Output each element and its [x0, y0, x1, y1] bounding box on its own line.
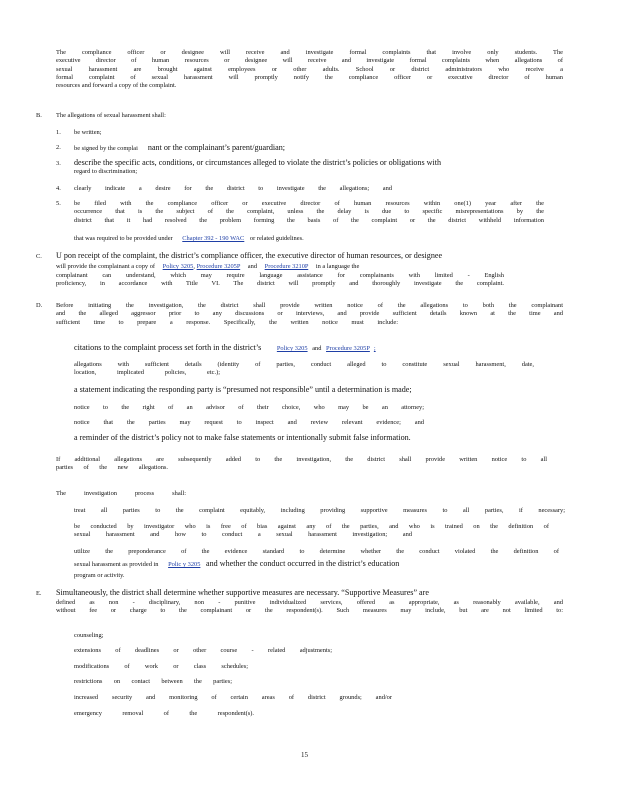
section-e-line: Simultaneously, the district shall determine whether supportive measures are necessary. “Supportive Measures” are	[56, 588, 429, 597]
bullet-text: notice to the right of an advisor of their choice, who may be an attorney;	[74, 404, 424, 411]
item-number: 2.	[56, 144, 61, 151]
process-bullet-text-last: program or activity.	[74, 572, 125, 579]
policy-3205-link[interactable]: Policy 3205	[276, 345, 308, 352]
bullet-text: citations to the complaint process set forth in the district’s Policy 3205 and Procedure 3205P ;	[74, 343, 376, 352]
bullet-text: notice that the parties may request to inspect and review relevant evidence; and	[74, 419, 424, 426]
additional-allegations: If additional allegations are subsequently added to the investigation, the district shall provide written notice to all	[56, 456, 547, 463]
procedure-3205p-link[interactable]: Procedure 3205P	[326, 345, 370, 352]
bullet-text: a statement indicating the responding party is “presumed not responsible” until a determination is made;	[74, 385, 412, 394]
section-d-paragraph: Before initiating the investigation, the district shall provide written notice of the allegations to both the complainant and the alleged aggressor prior to any discussions or interviews, and provide sufficient details known at the time and	[56, 302, 563, 318]
process-bullet-text-cont: sexual harassment and how to conduct a sexual harassment investigation; and	[74, 531, 412, 539]
additional-allegations-end: parties of the new allegations.	[56, 464, 168, 472]
section-e-label: E.	[36, 590, 42, 597]
bullet-text-cont: location, implicated policies, etc.);	[74, 369, 220, 377]
item-number: 4.	[56, 185, 61, 192]
process-bullet-text: treat all parties to the complaint equitably, including providing supportive measures to all parties, if necessary;	[74, 507, 565, 514]
intro-line: formal complaint of sexual harassment will promptly notify the compliance officer or executive director of human	[56, 73, 563, 81]
measure-item: emergency removal of the respondent(s).	[74, 710, 254, 717]
item-text: be filed with the compliance officer or executive director of human resources within one(1) year after the occurrence that is the subject of the complaint, unless the delay is due to specific misrepresentations by the district that it had resolved the problem forming the basis of the complaint or the district withheld information	[74, 200, 544, 224]
intro-line: sexual harassment are brought against employees or other adults. School or district administrators who receive a	[56, 65, 563, 73]
item-number: 5.	[56, 200, 61, 207]
section-e-paragraph: defined as non - disciplinary, non - punitive individualized services, offered as appropriate, as reasonably available, and without fee or charge to the complainant or the respondent(s). Such measures may include, but are not limited to:	[56, 599, 563, 615]
item-text-last: that was required to be provided under Chapter 392 - 190 WAC or related guidelines.	[74, 235, 304, 242]
section-c-line: U pon receipt of the complaint, the district’s compliance officer, the executive director of human resources, or designee	[56, 251, 443, 260]
measure-item: restrictions on contact between the parties;	[74, 678, 232, 685]
section-b-label: B.	[36, 112, 42, 119]
item-text-b: nant or the complainant’s parent/guardian;	[147, 143, 286, 152]
process-bullet-text-cont: sexual harassment as provided in Polic y 3205 and whether the conduct occurred in the district’s education	[74, 559, 400, 568]
measure-item: increased security and monitoring of certain areas of district grounds; and/or	[74, 694, 392, 701]
section-d-label: D.	[36, 302, 43, 309]
bullet-text: a reminder of the district’s policy not to make false statements or intentionally submit false information.	[74, 433, 411, 442]
intro-line: The compliance officer or designee will receive and investigate formal complaints that involve only students. The	[56, 49, 563, 56]
measure-item: modifications of work or class schedules;	[74, 663, 248, 670]
item-text: be written;	[74, 129, 102, 136]
page-number: 15	[301, 751, 308, 759]
intro-line-last: resources and forward a copy of the complaint.	[56, 82, 177, 89]
policy-3205-link[interactable]: Polic y 3205	[168, 561, 201, 568]
measure-item: counseling;	[74, 632, 104, 639]
item-text: clearly indicate a desire for the district to investigate the allegations; and	[74, 185, 392, 192]
item-text	[74, 143, 285, 153]
intro-paragraph	[56, 49, 563, 82]
item-number: 1.	[56, 129, 61, 136]
section-b-heading: The allegations of sexual harassment shall:	[56, 112, 166, 119]
section-c-rest: complainant can understand, which may require language assistance for complainants with limited - English proficiency, in accordance with Title VI. The district will promptly and thoroughly investigate the complaint.	[56, 271, 504, 287]
chapter-link[interactable]: Chapter 392 - 190 WAC	[182, 235, 245, 242]
item-text-cont: regard to discrimination;	[74, 168, 138, 175]
process-bullet-text: be conducted by investigator who is free of bias against any of the parties, and who is trained on the definition of	[74, 523, 549, 530]
bullet-text: allegations with sufficient details (identity of parties, conduct alleged to constitute sexual harassment, date,	[74, 361, 534, 368]
item-number: 3.	[56, 160, 61, 167]
item-text-a: be signed by the complai	[74, 145, 138, 152]
procedure-3205p-link[interactable]: Procedure 3205P	[196, 263, 241, 270]
section-c-label: C.	[36, 253, 42, 260]
process-heading: The investigation process shall:	[56, 490, 186, 497]
policy-3205-link[interactable]: Policy 3205	[162, 263, 194, 270]
section-d-paragraph-end: sufficient time to prepare a response. Specifically, the written notice must include:	[56, 318, 398, 326]
process-bullet-text: utilize the preponderance of the evidence standard to determine whether the conduct violated the definition of	[74, 548, 559, 555]
section-c-line: will provide the complainant a copy of Policy 3205, Procedure 3205P and Procedure 3210P in a language the	[56, 263, 360, 270]
measure-item: extensions of deadlines or other course - related adjustments;	[74, 647, 332, 654]
item-text: describe the specific acts, conditions, or circumstances alleged to violate the district’s policies or obligations with	[74, 158, 442, 167]
intro-line: executive director of human resources or designee will receive and investigate formal complaints when allegations of	[56, 57, 563, 65]
procedure-3210p-link[interactable]: Procedure 3210P	[264, 263, 309, 270]
